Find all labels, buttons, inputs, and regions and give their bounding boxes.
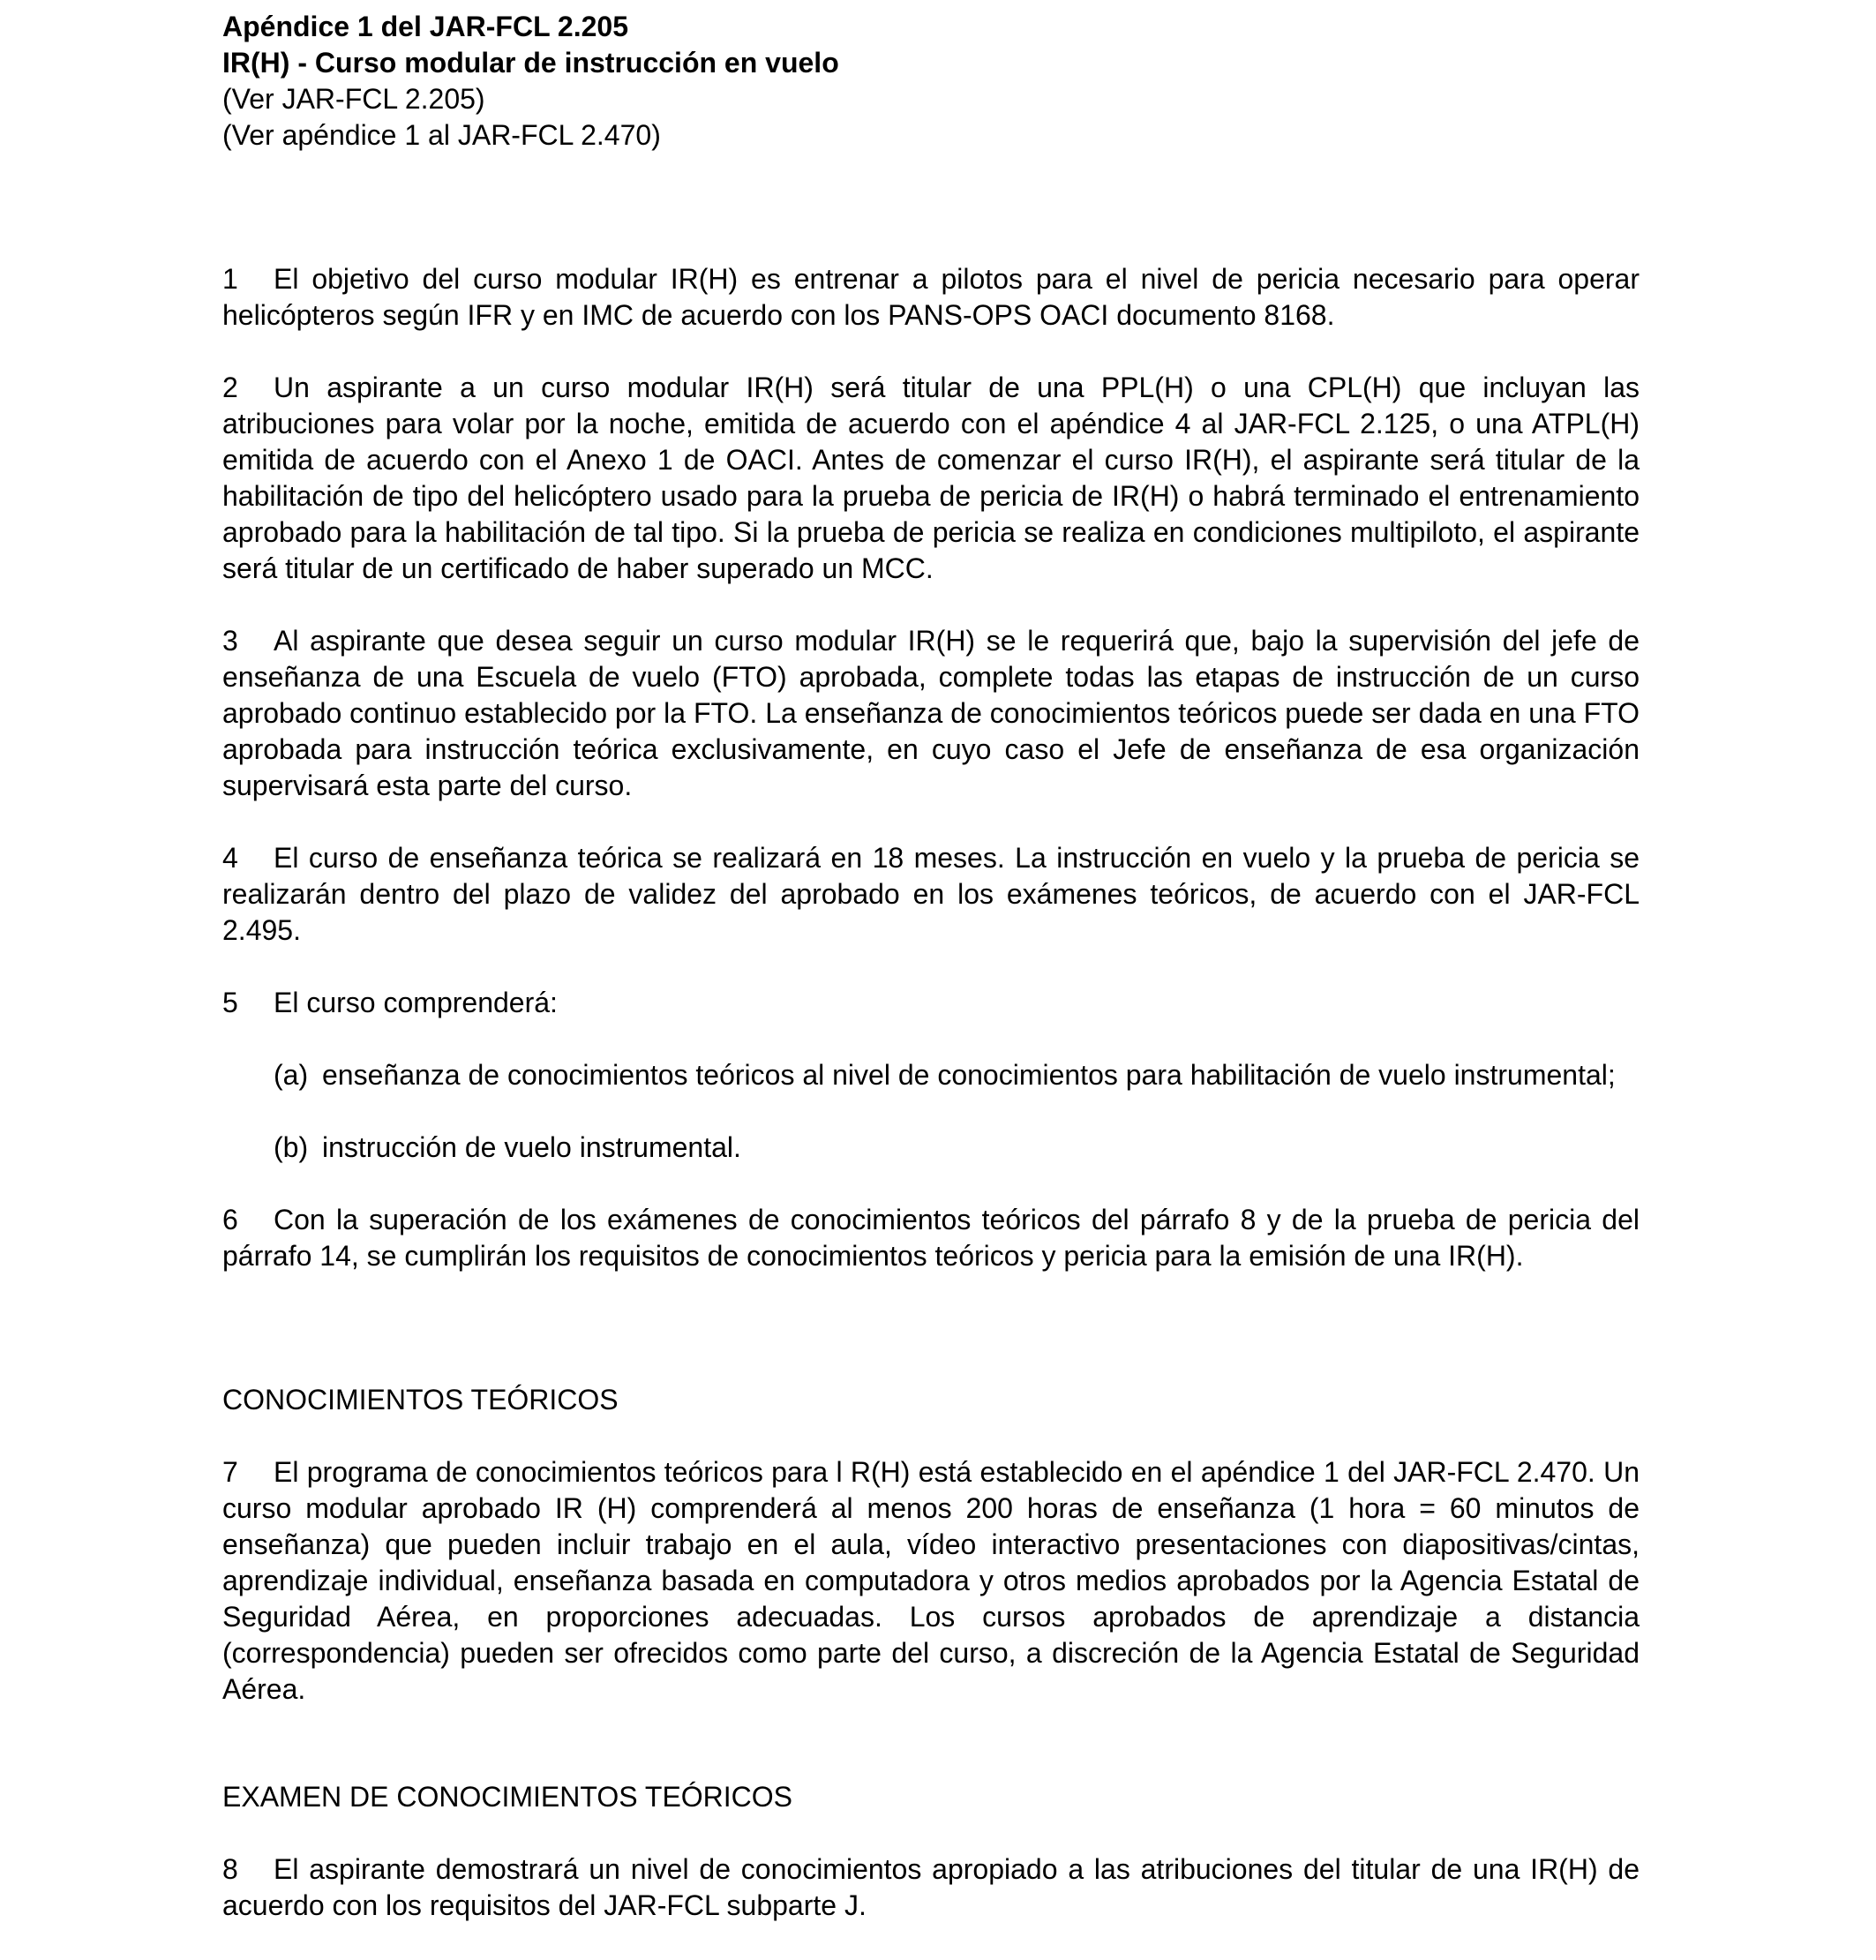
paragraph-text: El aspirante demostrará un nivel de conocimientos apropiado a las atribuciones del titular de una IR(H) de acuerdo con los requisitos del JAR-FCL subparte J. xyxy=(222,1853,1640,1921)
paragraph-6 xyxy=(222,1202,1640,1274)
paragraph-number: 1 xyxy=(222,263,238,295)
course-title: IR(H) - Curso modular de instrucción en vuelo xyxy=(222,47,839,79)
document-content xyxy=(222,9,1640,1924)
paragraph-text: El curso comprenderá: xyxy=(274,987,558,1018)
paragraph-number: 6 xyxy=(222,1204,238,1235)
paragraph-8 xyxy=(222,1851,1640,1924)
paragraph-number: 7 xyxy=(222,1456,238,1488)
paragraph-number: 4 xyxy=(222,842,238,874)
paragraph-number: 5 xyxy=(222,987,238,1018)
subitem-text: instrucción de vuelo instrumental. xyxy=(322,1131,741,1163)
section-heading-exam: EXAMEN DE CONOCIMIENTOS TEÓRICOS xyxy=(222,1781,793,1813)
paragraph-3 xyxy=(222,623,1640,804)
subitem-a xyxy=(222,1057,1640,1093)
section-heading-theory: CONOCIMIENTOS TEÓRICOS xyxy=(222,1384,619,1416)
paragraph-text: Al aspirante que desea seguir un curso modular IR(H) se le requerirá que, bajo la supervisión del jefe de enseñanza de una Escuela de vuelo (FTO) aprobada, complete todas las etapas de instrucción de un curso aprobado continuo establecido por la FTO. La enseñanza de conocimientos teóricos puede ser dada en una FTO aprobada para instrucción teórica exclusivamente, en cuyo caso el Jefe de enseñanza de esa organización supervisará esta parte del curso. xyxy=(222,625,1640,801)
paragraph-number: 3 xyxy=(222,625,238,657)
subitem-label: (b) xyxy=(274,1131,309,1163)
reference-line-1: (Ver JAR-FCL 2.205) xyxy=(222,83,485,115)
paragraph-text: El curso de enseñanza teórica se realizará en 18 meses. La instrucción en vuelo y la prueba de pericia se realizarán dentro del plazo de validez del aprobado en los exámenes teóricos, de acuerdo con el JAR-FCL 2.495. xyxy=(222,842,1640,946)
paragraph-number: 2 xyxy=(222,372,238,403)
paragraph-4 xyxy=(222,840,1640,949)
paragraph-7 xyxy=(222,1454,1640,1708)
paragraph-text: Con la superación de los exámenes de conocimientos teóricos del párrafo 8 y de la prueba de pericia del párrafo 14, se cumplirán los requisitos de conocimientos teóricos y pericia para la emisión de una IR(H). xyxy=(222,1204,1640,1272)
paragraph-text: El programa de conocimientos teóricos para l R(H) está establecido en el apéndice 1 del JAR-FCL 2.470. Un curso modular aprobado IR (H) comprenderá al menos 200 horas de enseñanza (1 hora = 60 minutos de enseñanza) que pueden incluir trabajo en el aula, vídeo interactivo presentaciones con diapositivas/cintas, aprendizaje individual, enseñanza basada en computadora y otros medios aprobados por la Agencia Estatal de Seguridad Aérea, en proporciones adecuadas. Los cursos aprobados de aprendizaje a distancia (correspondencia) pueden ser ofrecidos como parte del curso, a discreción de la Agencia Estatal de Seguridad Aérea. xyxy=(222,1456,1640,1705)
appendix-title: Apéndice 1 del JAR-FCL 2.205 xyxy=(222,11,628,42)
subitem-b xyxy=(222,1130,1640,1166)
paragraph-5 xyxy=(222,985,1640,1021)
paragraph-2 xyxy=(222,370,1640,587)
paragraph-number: 8 xyxy=(222,1853,238,1885)
subitem-text: enseñanza de conocimientos teóricos al nivel de conocimientos para habilitación de vuelo instrumental; xyxy=(322,1059,1616,1091)
subitem-label: (a) xyxy=(274,1059,309,1091)
paragraph-1 xyxy=(222,261,1640,334)
paragraph-text: Un aspirante a un curso modular IR(H) será titular de una PPL(H) o una CPL(H) que incluyan las atribuciones para volar por la noche, emitida de acuerdo con el apéndice 4 al JAR-FCL 2.125, o una ATPL(H) emitida de acuerdo con el Anexo 1 de OACI. Antes de comenzar el curso IR(H), el aspirante será titular de la habilitación de tipo del helicóptero usado para la prueba de pericia de IR(H) o habrá terminado el entrenamiento aprobado para la habilitación de tal tipo. Si la prueba de pericia se realiza en condiciones multipiloto, el aspirante será titular de un certificado de haber superado un MCC. xyxy=(222,372,1640,584)
reference-line-2: (Ver apéndice 1 al JAR-FCL 2.470) xyxy=(222,119,661,151)
paragraph-text: El objetivo del curso modular IR(H) es entrenar a pilotos para el nivel de pericia necesario para operar helicópteros según IFR y en IMC de acuerdo con los PANS-OPS OACI documento 8168. xyxy=(222,263,1640,331)
